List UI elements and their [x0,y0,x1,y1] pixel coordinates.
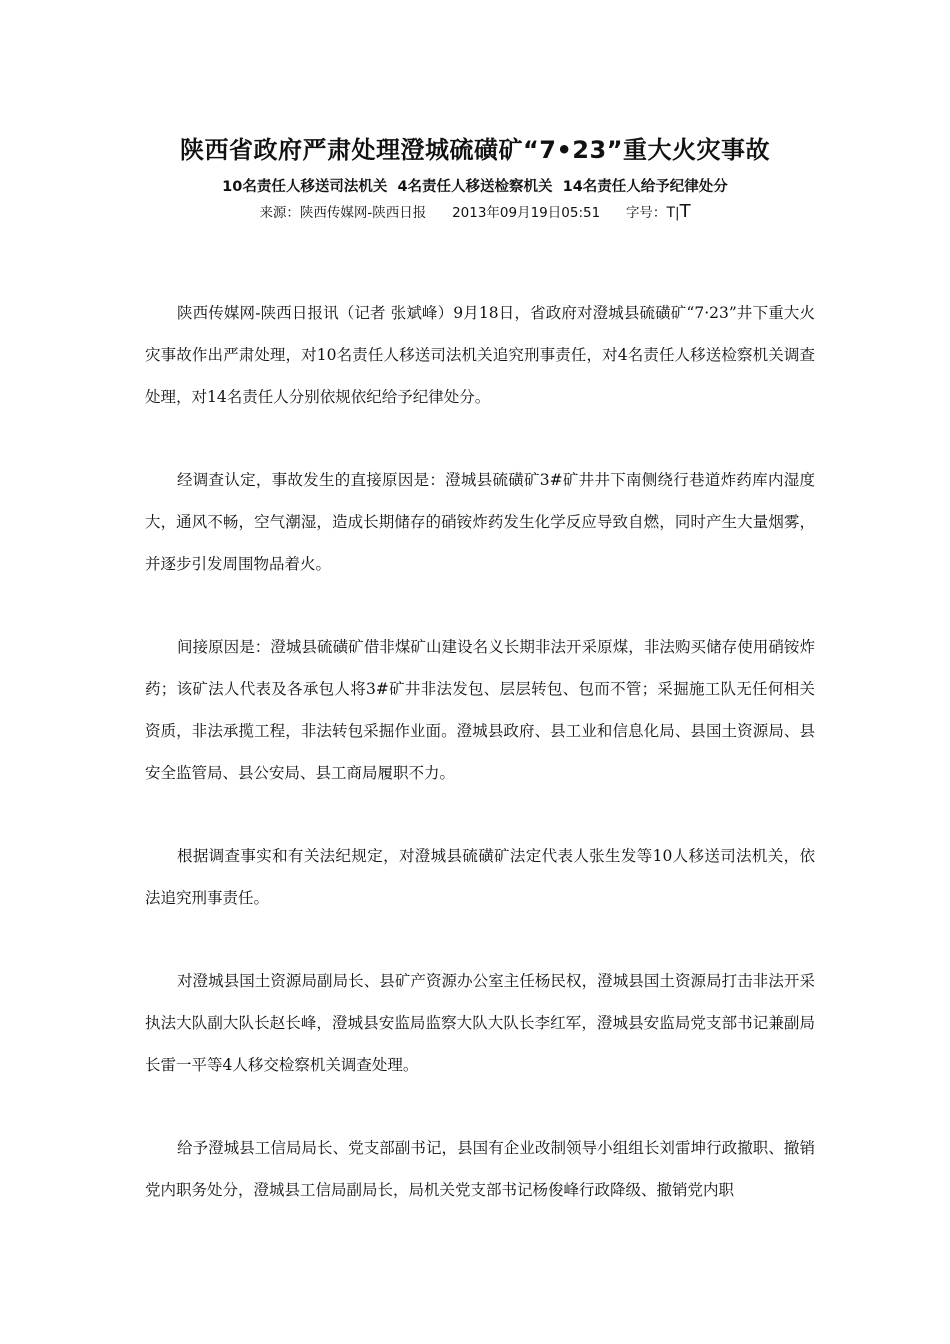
article-paragraph: 经调查认定，事故发生的直接原因是：澄城县硫磺矿3#矿井井下南侧绕行巷道炸药库内湿度大，通风不畅，空气潮湿，造成长期储存的硝铵炸药发生化学反应导致自燃，同时产生大量烟雾，并逐步引发周围物品着火。 [145,471,815,573]
article-paragraph: 间接原因是：澄城县硫磺矿借非煤矿山建设名义长期非法开采原煤，非法购买储存使用硝铵炸药；该矿法人代表及各承包人将3#矿井非法发包、层层转包、包而不管；采掘施工队无任何相关资质，非法承揽工程，非法转包采掘作业面。澄城县政府、县工业和信息化局、县国土资源局、县安全监管局、县公安局、县工商局履职不力。 [145,638,815,782]
font-size-separator: | [675,205,680,221]
article-title: 陕西省政府严肃处理澄城硫磺矿“7•23”重大火灾事故 [180,136,770,164]
article-body [145,292,815,1252]
font-size-large-button[interactable]: T [679,201,691,222]
font-size-label: 字号： [625,205,667,221]
article-paragraph: 根据调查事实和有关法纪规定，对澄城县硫磺矿法定代表人张生发等10人移送司法机关，依法追究刑事责任。 [145,847,815,907]
article-datetime: 2013年09月19日05:51 [452,205,601,221]
article-source: 来源：陕西传媒网-陕西日报 [259,205,427,221]
article-paragraph: 给予澄城县工信局局长、党支部副书记，县国有企业改制领导小组组长刘雷坤行政撤职、撤销党内职务处分，澄城县工信局副局长，局机关党支部书记杨俊峰行政降级、撤销党内职 [145,1139,815,1199]
font-size-small-button[interactable]: T [666,205,675,221]
article-subtitle: 10名责任人移送司法机关 4名责任人移送检察机关 14名责任人给予纪律处分 [222,179,728,195]
article-paragraph: 对澄城县国土资源局副局长、县矿产资源办公室主任杨民权，澄城县国土资源局打击非法开采执法大队副大队长赵长峰，澄城县安监局监察大队大队长李红军，澄城县安监局党支部书记兼副局长雷一平等4人移交检察机关调查处理。 [145,972,815,1074]
article-paragraph: 陕西传媒网-陕西日报讯（记者 张斌峰）9月18日，省政府对澄城县硫磺矿“7·23”井下重大火灾事故作出严肃处理，对10名责任人移送司法机关追究刑事责任，对4名责任人移送检察机关调查处理，对14名责任人分别依规依纪给予纪律处分。 [145,304,815,406]
article-meta [0,202,950,223]
